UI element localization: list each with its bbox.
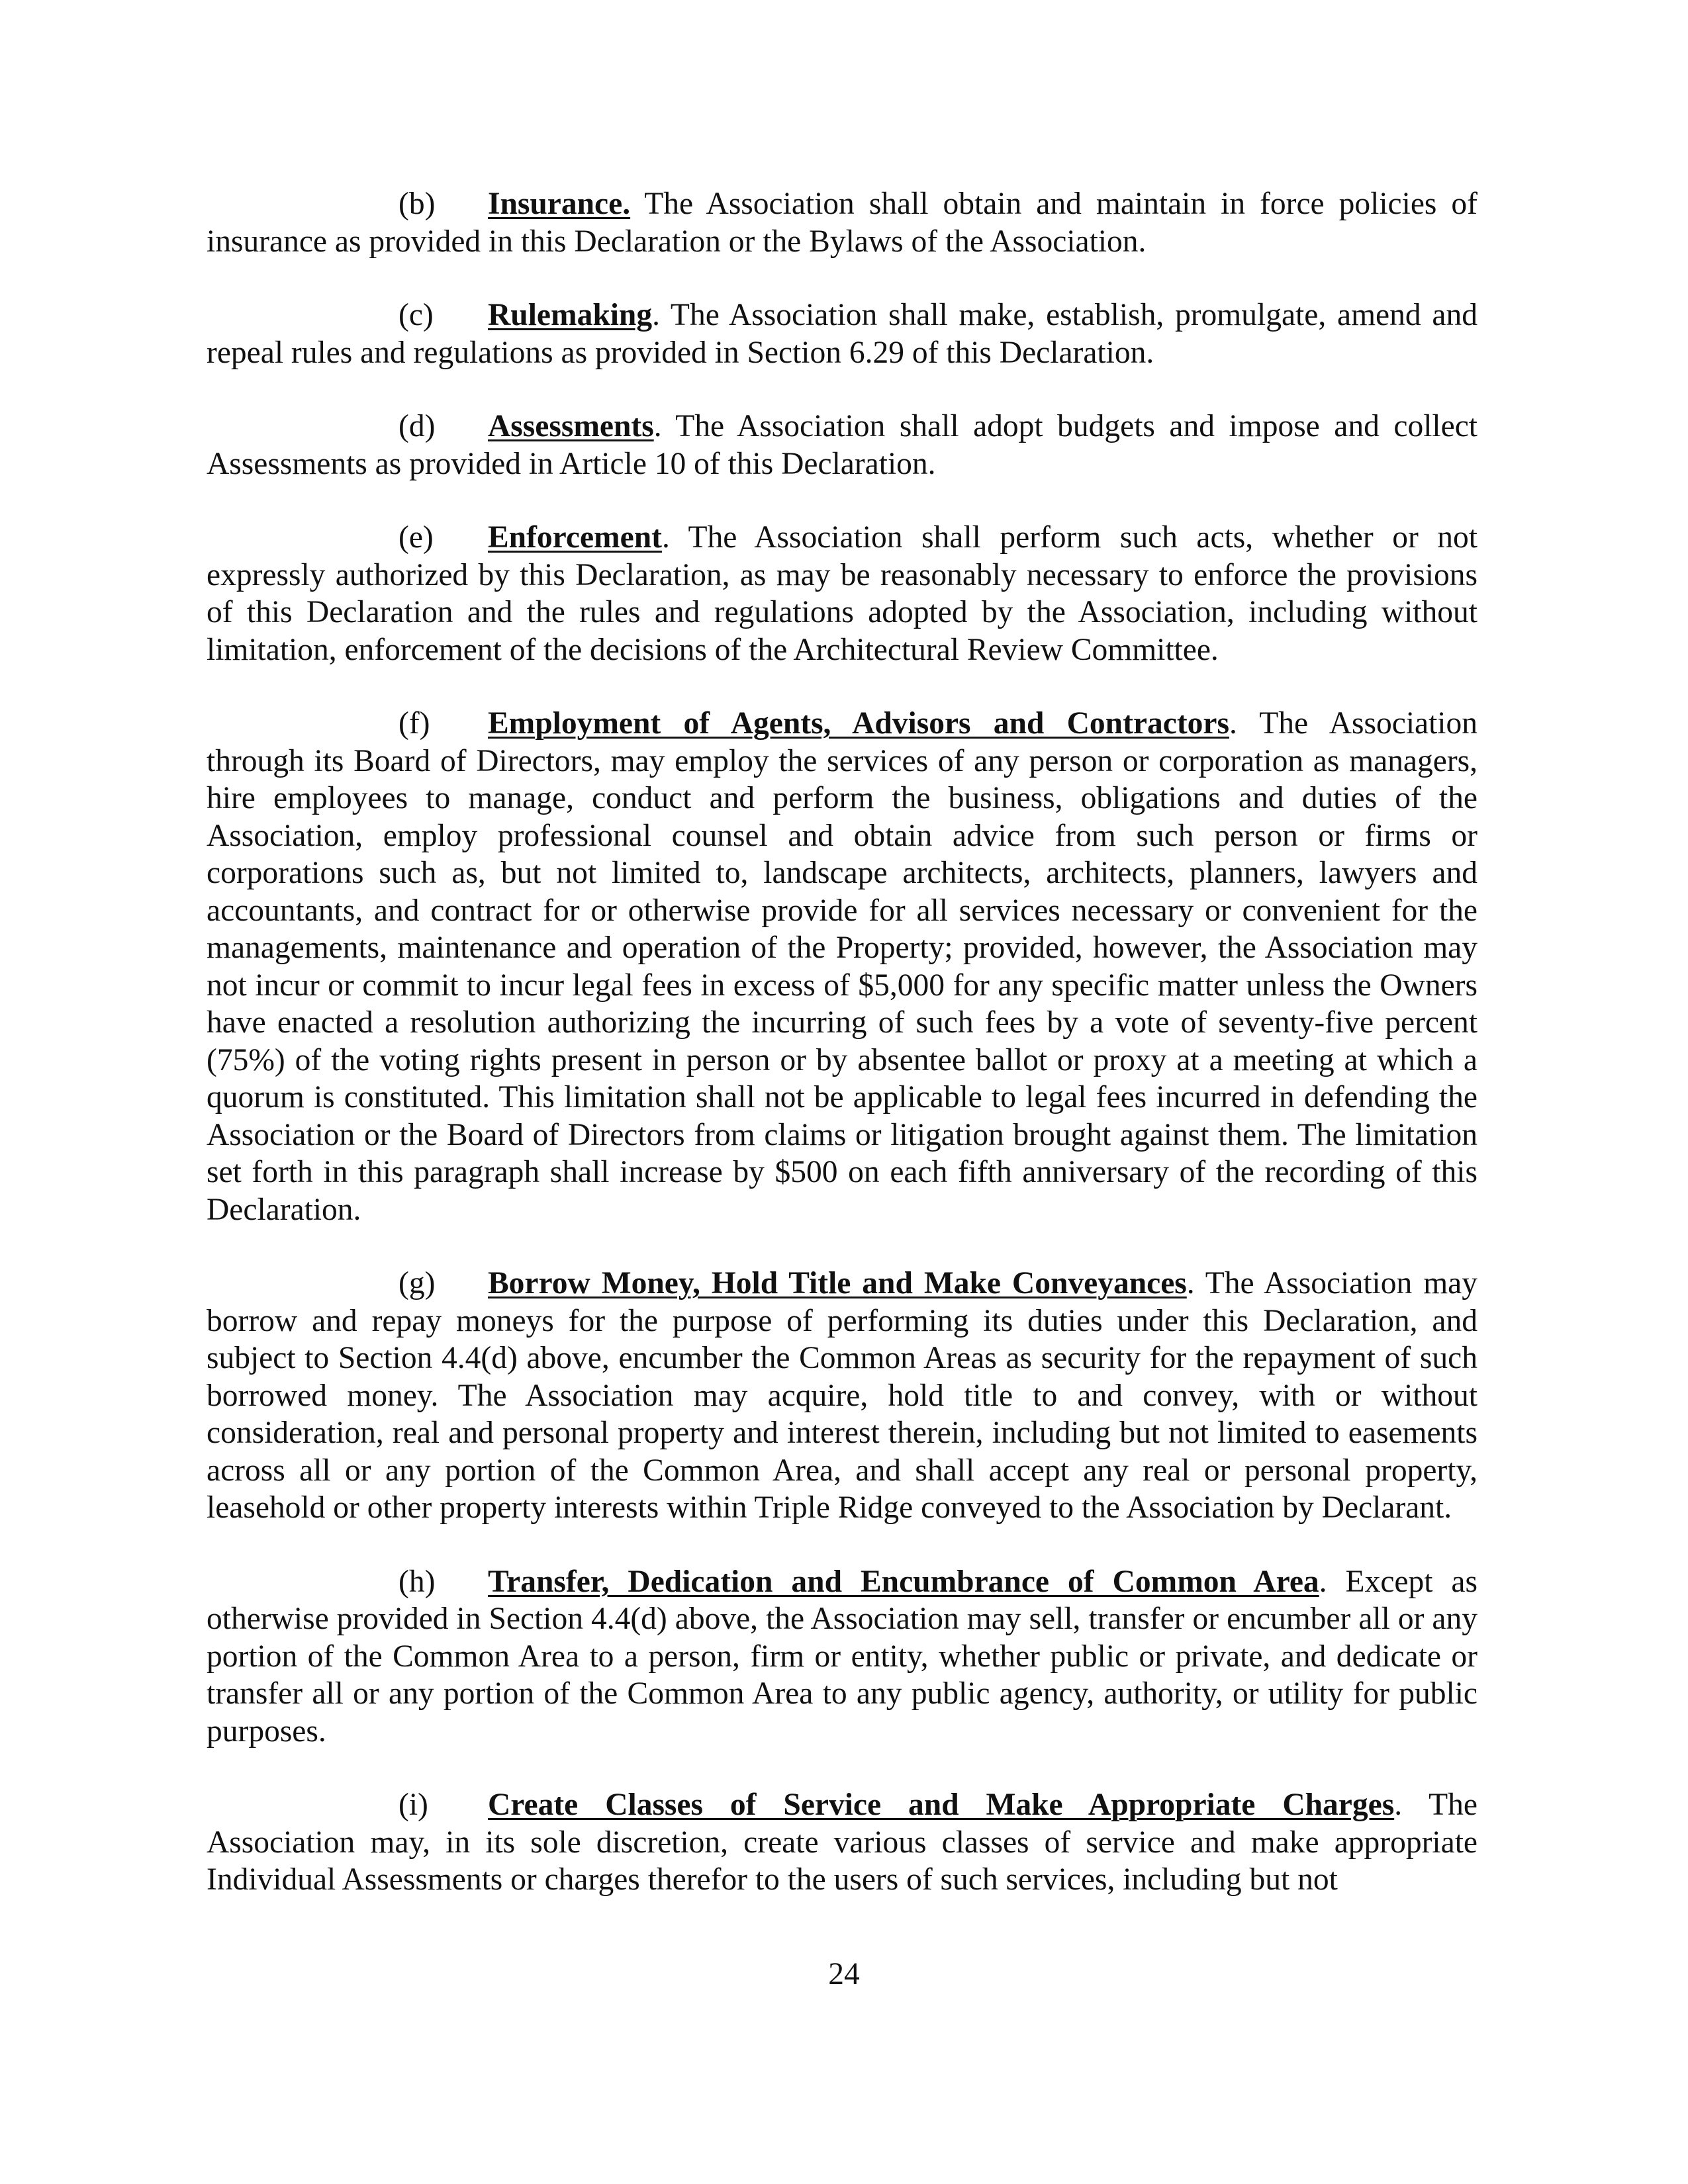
heading-punctuation: . <box>653 409 662 443</box>
paragraph-heading: Create Classes of Service and Make Appropriate Charges <box>488 1788 1395 1822</box>
paragraph-label: (f) <box>399 706 430 741</box>
paragraph-transfer <box>207 1563 1477 1751</box>
paragraph-heading: Transfer, Dedication and Encumbrance of Common Area <box>488 1564 1319 1599</box>
paragraph-heading: Employment of Agents, Advisors and Contractors <box>488 706 1229 741</box>
paragraph-label: (i) <box>399 1788 428 1822</box>
paragraph-body: The Association shall make, establish, promulgate, amend and repeal rules and regulations as provided in Section 6.29 of this Declaration. <box>207 298 1477 370</box>
paragraph-body: The Association through its Board of Directors, may employ the services of any person or corporation as managers, hire employees to manage, conduct and perform the business, obligations and duties of the Association, employ professional counsel and obtain advice from such person or firms or corporations such as, but not limited to, landscape architects, architects, planners, lawyers and accountants, and contract for or otherwise provide for all services necessary or convenient for the managements, maintenance and operation of the Property; provided, however, the Association may not incur or commit to incur legal fees in excess of $5,000 for any specific matter unless the Owners have enacted a resolution authorizing the incurring of such fees by a vote of seventy-five percent (75%) of the voting rights present in person or by absentee ballot or proxy at a meeting at which a quorum is constituted. This limitation shall not be applicable to legal fees incurred in defending the Association or the Board of Directors from claims or litigation brought against them. The limitation set forth in this paragraph shall increase by $500 on each fifth anniversary of the recording of this Declaration. <box>207 706 1477 1227</box>
page-number: 24 <box>828 1957 860 1991</box>
paragraph-label: (h) <box>399 1564 436 1599</box>
paragraph-body: The Association shall obtain and maintain in force policies of insurance as provided in this Declaration or the Bylaws of the Association. <box>207 187 1477 259</box>
paragraph-body: The Association may, in its sole discretion, create various classes of service and make appropriate Individual Assessments or charges therefor to the users of such services, including but not <box>207 1788 1477 1897</box>
paragraph-label: (e) <box>399 520 434 555</box>
heading-punctuation: . <box>1394 1788 1403 1822</box>
paragraph-label: (g) <box>399 1266 436 1300</box>
paragraph-body: The Association may borrow and repay moneys for the purpose of performing its duties under this Declaration, and subject to Section 4.4(d) above, encumber the Common Areas as security for the repayment of such borrowed money. The Association may acquire, hold title to and convey, with or without consideration, real and personal property and interest therein, including but not limited to easements across all or any portion of the Common Area, and shall accept any real or personal property, leasehold or other property interests within Triple Ridge conveyed to the Association by Declarant. <box>207 1266 1477 1525</box>
heading-punctuation: . <box>661 520 670 555</box>
paragraph-enforcement <box>207 519 1477 668</box>
paragraph-borrow-money <box>207 1265 1477 1527</box>
paragraph-assessments <box>207 408 1477 482</box>
heading-punctuation: . <box>652 298 660 332</box>
heading-punctuation: . <box>1229 706 1237 741</box>
paragraph-employment <box>207 705 1477 1228</box>
heading-punctuation: . <box>1319 1564 1327 1599</box>
paragraph-heading: Borrow Money, Hold Title and Make Conveyances <box>488 1266 1187 1300</box>
paragraph-label: (b) <box>399 187 436 221</box>
paragraph-classes-of-service <box>207 1786 1477 1899</box>
paragraph-label: (d) <box>399 409 436 443</box>
paragraph-body: The Association shall perform such acts, whether or not expressly authorized by this Declaration, as may be reasonably necessary to enforce the provisions of this Declaration and the rules and regulations adopted by the Association, including without limitation, enforcement of the decisions of the Architectural Review Committee. <box>207 520 1477 667</box>
paragraph-heading: Assessments <box>488 409 654 443</box>
paragraph-label: (c) <box>399 298 434 332</box>
paragraph-insurance <box>207 185 1477 260</box>
heading-punctuation: . <box>1186 1266 1195 1300</box>
paragraph-heading: Rulemaking <box>488 298 653 332</box>
paragraph-rulemaking <box>207 296 1477 371</box>
paragraph-body: The Association shall adopt budgets and impose and collect Assessments as provided in Article 10 of this Declaration. <box>207 409 1477 481</box>
paragraph-body: Except as otherwise provided in Section 4.4(d) above, the Association may sell, transfer or encumber all or any portion of the Common Area to a person, firm or entity, whether public or private, and dedicate or transfer all or any portion of the Common Area to any public agency, authority, or utility for public purposes. <box>207 1564 1477 1749</box>
paragraph-heading: Enforcement <box>488 520 662 555</box>
document-page <box>207 185 1477 1935</box>
paragraph-heading: Insurance. <box>488 187 631 221</box>
